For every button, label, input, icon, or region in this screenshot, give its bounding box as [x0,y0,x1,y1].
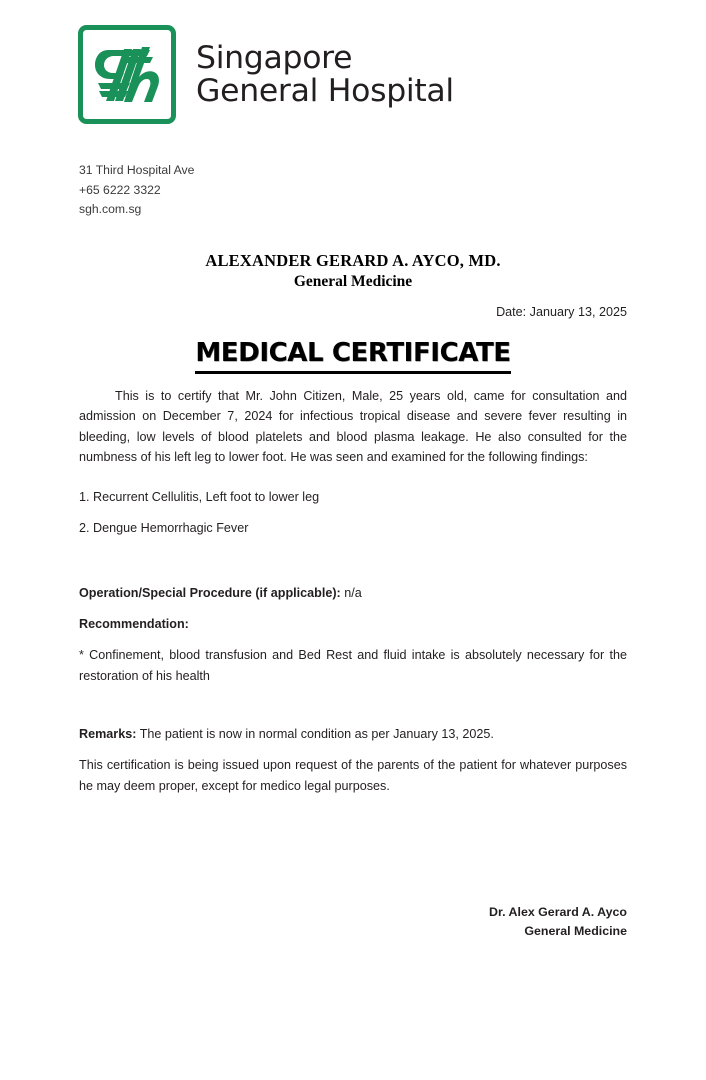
spacer [79,603,627,614]
recommendation-heading [79,614,627,634]
spacer [79,467,627,487]
remarks-label: Remarks: [79,726,137,741]
spacer [79,686,627,724]
spacer [79,744,627,755]
operation-label: Operation/Special Procedure (if applicable): [79,585,341,600]
doctor-header [0,250,706,292]
operation-line [79,583,627,603]
certificate-body [79,386,627,796]
address-street: 31 Third Hospital Ave [79,163,195,177]
remarks-text: The patient is now in normal condition as per January 13, 2025. [139,726,494,741]
document-title-container [0,338,706,374]
signature-block [489,903,627,941]
finding-item-1: 1. Recurrent Cellulitis, Left foot to lower leg [79,490,320,505]
sgh-logo-icon [78,25,176,124]
page-title: MEDICAL CERTIFICATE [195,338,510,374]
letterhead [78,25,454,124]
spacer [79,507,627,518]
remarks-line [79,724,627,744]
hospital-wordmark [196,39,454,109]
recommendation-text: * Confinement, blood transfusion and Bed Rest and fluid intake is absolutely necessary for the restoration of his health [79,648,627,683]
doctor-specialty: General Medicine [293,272,413,290]
wordmark-line-1: Singapore [196,39,353,76]
signatory-specialty: General Medicine [524,924,627,938]
document-date: Date: January 13, 2025 [496,305,627,319]
finding-item-2: 2. Dengue Hemorrhagic Fever [79,521,249,536]
doctor-name: ALEXANDER GERARD A. AYCO, MD. [205,251,501,270]
address-website: sgh.com.sg [79,202,142,216]
hospital-address-block [79,161,194,220]
recommendation-label: Recommendation: [79,617,189,632]
closing-paragraph: This certification is being issued upon request of the parents of the patient for whatever purposes he may deem proper, except for medico legal purposes. [79,758,627,793]
signatory-name: Dr. Alex Gerard A. Ayco [489,905,627,919]
operation-value: n/a [344,585,362,600]
wordmark-line-2: General Hospital [196,72,454,109]
address-phone: +65 6222 3322 [79,182,161,197]
spacer [79,634,627,645]
spacer [79,539,627,583]
opening-paragraph: This is to certify that Mr. John Citizen, Male, 25 years old, came for consultation and admission on December 7, 2024 for infectious tropical disease and severe fever resulting in bleeding, low levels of blood platelets and blood plasma leakage. He also consulted for the numbness of his left leg to lower foot. He was seen and examined for the following findings: [79,389,627,464]
